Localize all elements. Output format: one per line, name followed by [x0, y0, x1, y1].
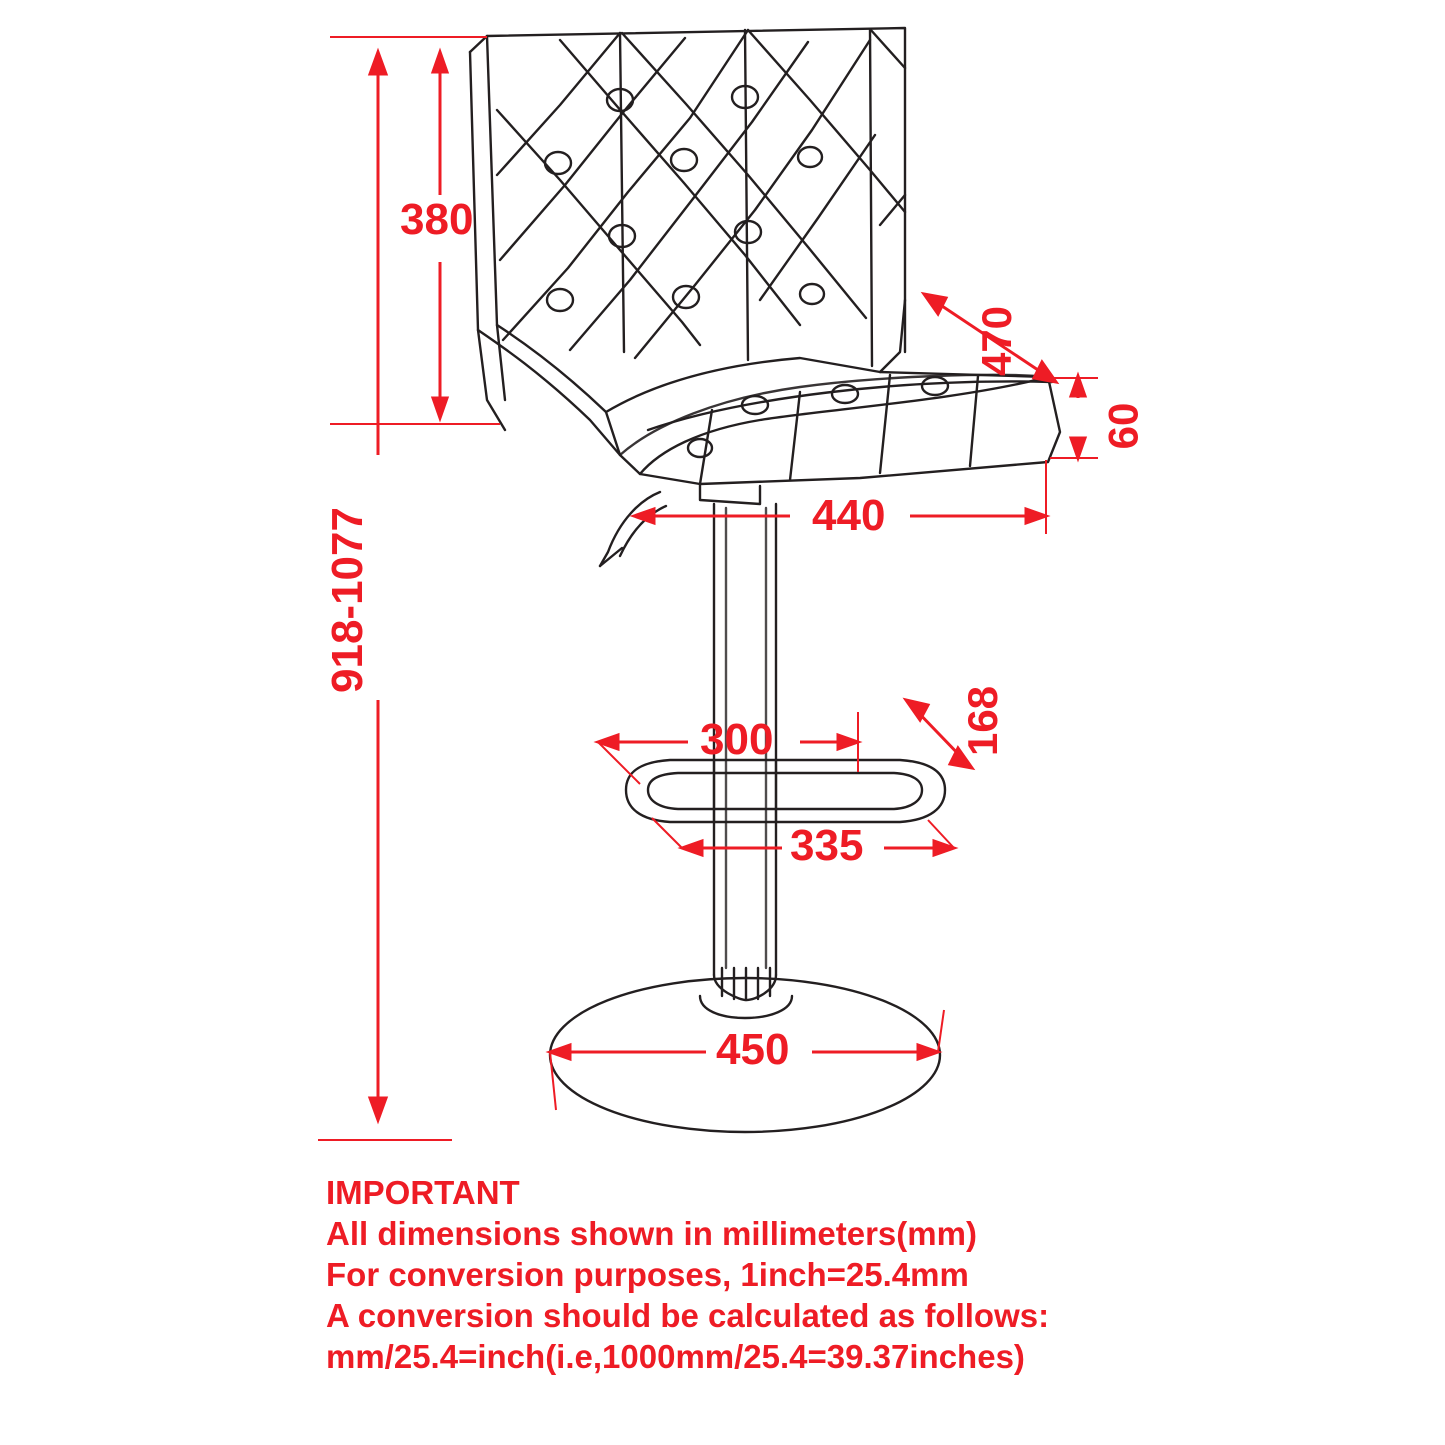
dim-label-footrest-depth: 168	[959, 685, 1007, 757]
tuft-diag-a7	[880, 195, 905, 225]
height-adjust-lever	[600, 492, 660, 566]
seat-tuft-v3	[880, 375, 890, 473]
dim-label-footrest-outer-width: 335	[790, 821, 864, 870]
tuft-button	[798, 147, 822, 167]
footrest-inner	[648, 773, 922, 809]
tuft-diag-a4	[570, 42, 808, 350]
backrest-inner-left-edge	[487, 36, 505, 400]
important-notes	[326, 1172, 1049, 1377]
dim-label-overall-height-range: 918-1077	[322, 507, 372, 693]
tuft-button	[671, 149, 697, 171]
dim-label-footrest-inner-width: 300	[700, 715, 774, 764]
tuft-diag-b3	[622, 33, 866, 318]
tuft-diag-b5	[870, 29, 905, 68]
tuft-button	[545, 152, 571, 174]
dim-label-seat-thickness: 60	[1099, 402, 1147, 450]
dim-label-seat-width: 440	[812, 491, 886, 540]
tuft-button	[800, 284, 824, 304]
seat-tuft-button	[832, 385, 858, 403]
notes-heading: IMPORTANT	[326, 1174, 520, 1211]
dim-label-base-diameter: 450	[716, 1025, 790, 1074]
tuft-diag-a3	[503, 30, 748, 340]
footrest-outer	[626, 760, 945, 822]
dim-label-seat-back-height: 380	[400, 195, 474, 244]
tuft-button	[547, 289, 573, 311]
lever-tip	[600, 548, 622, 566]
notes-line-4: mm/25.4=inch(i.e,1000mm/25.4=39.37inches)	[326, 1338, 1025, 1375]
notes-line-2: For conversion purposes, 1inch=25.4mm	[326, 1256, 969, 1293]
seat-tuft-v4	[970, 376, 978, 466]
tuft-vline-2	[745, 30, 748, 360]
dim-label-seat-depth: 470	[973, 305, 1021, 377]
notes-line-1: All dimensions shown in millimeters(mm)	[326, 1215, 977, 1252]
notes-line-3: A conversion should be calculated as follows:	[326, 1297, 1050, 1334]
backrest-to-seat-inner	[497, 325, 606, 412]
seat-tuft-button	[922, 377, 948, 395]
backrest-outline-left	[470, 52, 505, 430]
tuft-diag-a6	[760, 135, 875, 300]
backrest-outline-top	[470, 28, 905, 372]
swivel-plate	[700, 484, 760, 504]
tuft-diag-a1	[497, 33, 620, 175]
tuft-diag-b2	[560, 40, 800, 325]
tuft-diag-b4	[748, 30, 905, 212]
seat-tuft-v2	[790, 392, 800, 480]
tuft-vline-3	[870, 29, 872, 366]
tuft-vline-1	[620, 33, 624, 352]
